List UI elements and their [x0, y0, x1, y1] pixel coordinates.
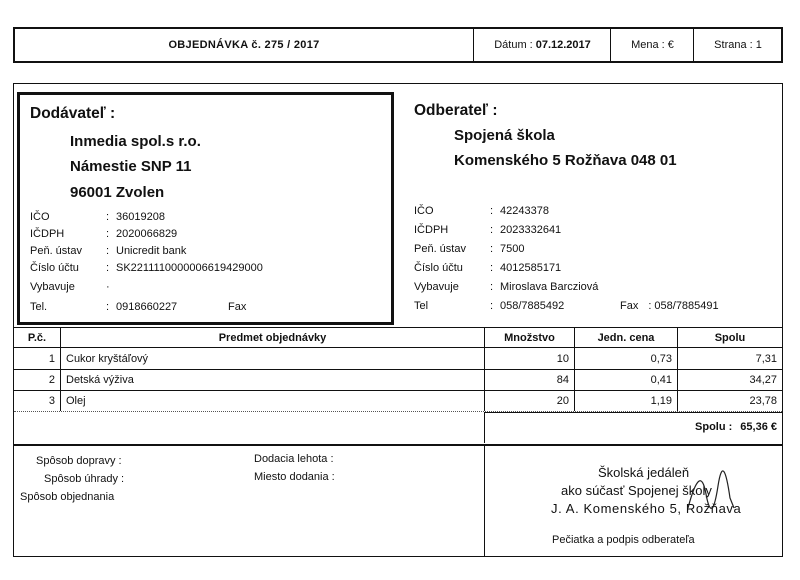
supplier-handler-row: Vybavuje · [30, 281, 110, 293]
field-value: 7500 [500, 243, 525, 255]
cell-total: 34,27 [677, 370, 782, 390]
sum-value: 65,36 € [740, 421, 777, 433]
field-value: 0918660227 [116, 301, 178, 313]
customer-address: Komenského 5 Rožňava 048 01 [454, 152, 677, 169]
currency-value: € [667, 39, 674, 51]
delivery-term-label: Dodacia lehota : [254, 453, 334, 465]
cell-item: Detská výživa [60, 370, 484, 390]
transport-label: Spôsob dopravy : [36, 455, 122, 467]
field-value: SK2211110000006619429000 [116, 262, 263, 274]
field-value: 42243378 [500, 205, 549, 217]
customer-name: Spojená škola [454, 127, 555, 144]
field-value: 2020066829 [116, 228, 178, 240]
field-key: Číslo účtu [30, 262, 79, 274]
field-key: Peň. ústav [414, 243, 466, 255]
currency-cell [610, 29, 694, 61]
supplier-account-row: Číslo účtu : SK2211110000006619429000 [30, 262, 263, 274]
cell-item: Olej [60, 391, 484, 411]
date-label: Dátum : [494, 39, 533, 51]
customer-tel-row: Tel : 058/7885492 Fax : 058/7885491 [414, 300, 719, 312]
footer-divider [484, 446, 485, 556]
customer-icdph-row: IČDPH : 2023332641 [414, 224, 562, 236]
cell-unit-price: 0,41 [574, 370, 677, 390]
cell-qty: 20 [484, 391, 574, 411]
supplier-heading: Dodávateľ : [30, 105, 116, 122]
items-table [13, 328, 783, 445]
sum-label: Spolu : [695, 421, 733, 433]
supplier-name: Inmedia spol.s r.o. [70, 133, 201, 150]
stamp-line-3: J. A. Komenského 5, Rožňava [551, 501, 742, 516]
page-title: OBJEDNÁVKA č. 275 / 2017 [168, 39, 320, 51]
customer-box [404, 92, 779, 325]
signature-caption: Pečiatka a podpis odberateľa [552, 534, 695, 546]
header-total: Spolu [677, 328, 782, 347]
table-header-row [14, 328, 782, 348]
cell-no: 2 [48, 374, 55, 386]
customer-ico-row: IČO : 42243378 [414, 205, 549, 217]
footer-section [13, 445, 783, 557]
field-key: Číslo účtu [414, 262, 463, 274]
field-key: IČO [414, 205, 434, 217]
cell-no: 1 [48, 352, 55, 365]
cell-unit-price: 1,19 [574, 391, 677, 411]
field-key: IČDPH [414, 224, 449, 236]
field-key: Vybavuje [414, 281, 459, 293]
field-key: IČDPH [30, 228, 65, 240]
header-item: Predmet objednávky [60, 328, 484, 347]
cell-no: 3 [48, 395, 55, 407]
table-sum-row [14, 412, 782, 443]
payment-label: Spôsob úhrady : [44, 473, 125, 485]
stamp-line-2: ako súčasť Spojenej školy [561, 483, 712, 498]
customer-heading: Odberateľ : [414, 102, 498, 119]
supplier-bank-row: Peň. ústav : Unicredit bank [30, 245, 187, 257]
page-cell [693, 29, 782, 61]
header-unit-price: Jedn. cena [574, 328, 677, 347]
field-key: Vybavuje [30, 281, 75, 293]
supplier-street: Námestie SNP 11 [70, 158, 192, 175]
stamp-line-1: Školská jedáleň [598, 465, 690, 480]
supplier-city: 96001 Zvolen [70, 184, 165, 201]
field-value: 2023332641 [500, 224, 562, 236]
sum-cell [484, 412, 782, 443]
customer-bank-row: Peň. ústav : 7500 [414, 243, 525, 255]
header-no: P.č. [27, 331, 47, 344]
supplier-ico-row: IČO : 36019208 [30, 211, 165, 223]
delivery-place-label: Miesto dodania : [254, 471, 335, 483]
supplier-fax-label: Fax [228, 301, 247, 313]
customer-fax-value: 058/7885491 [654, 300, 719, 312]
order-header [13, 27, 783, 63]
field-key: Tel. [30, 301, 48, 313]
field-value: 058/7885492 [500, 300, 565, 312]
cell-total: 23,78 [677, 391, 782, 411]
date-cell [473, 29, 611, 61]
supplier-box [17, 92, 394, 325]
currency-label: Mena : [631, 39, 665, 51]
supplier-tel-row: Tel. : 0918660227 Fax [30, 301, 247, 313]
field-key: Tel [414, 300, 429, 312]
date-value: 07.12.2017 [535, 39, 591, 51]
page-value: 1 [755, 39, 762, 51]
page-label: Strana : [714, 39, 753, 51]
customer-account-row: Číslo účtu : 4012585171 [414, 262, 562, 274]
cell-item: Cukor kryštáľový [60, 348, 484, 369]
cell-qty: 84 [484, 370, 574, 390]
field-key: Peň. ústav [30, 245, 82, 257]
cell-qty: 10 [484, 348, 574, 369]
table-row [14, 391, 782, 412]
customer-handler-row: Vybavuje : Miroslava Barcziová [414, 281, 599, 293]
signature-scribble [682, 468, 742, 514]
field-value: Unicredit bank [116, 245, 187, 257]
order-method-label: Spôsob objednania [20, 491, 115, 503]
field-key: IČO [30, 211, 50, 223]
cell-unit-price: 0,73 [574, 348, 677, 369]
customer-fax-label: Fax [620, 300, 639, 312]
field-value: 36019208 [116, 211, 165, 223]
cell-total: 7,31 [677, 348, 782, 369]
field-value: Miroslava Barcziová [500, 281, 599, 293]
supplier-icdph-row: IČDPH : 2020066829 [30, 228, 178, 240]
table-row [14, 348, 782, 370]
header-qty: Množstvo [484, 328, 574, 347]
field-value: 4012585171 [500, 262, 562, 274]
table-row [14, 370, 782, 391]
